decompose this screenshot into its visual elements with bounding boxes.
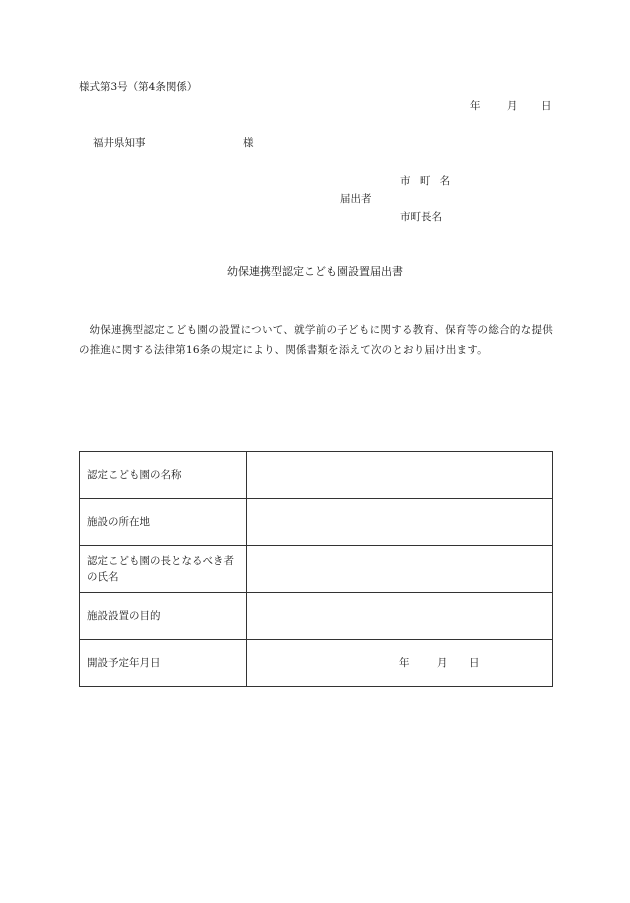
addressee-governor: 福井県知事	[93, 137, 146, 149]
submitter-label: 届出者	[340, 193, 372, 205]
body-text: 幼保連携型認定こども園の設置について、就学前の子どもに関する教育、保育等の総合的な提供の推進に関する法律第16条の規定により、関係書類を添えて次のとおり届け出ます。	[79, 324, 553, 356]
table-row	[80, 640, 553, 687]
field-location[interactable]	[247, 499, 553, 546]
submitter-mayor-label: 市町長名	[400, 211, 442, 223]
table-row	[80, 452, 553, 499]
submitter-city-label: 市 町 名	[400, 175, 454, 187]
application-table	[79, 451, 553, 687]
opening-month-label: 月	[437, 657, 448, 669]
row-label-purpose: 施設設置の目的	[80, 593, 247, 640]
row-label-location: 施設の所在地	[80, 499, 247, 546]
field-purpose[interactable]	[247, 593, 553, 640]
form-number: 様式第3号（第4条関係）	[79, 81, 198, 93]
row-label-opening-date: 開設予定年月日	[80, 640, 247, 687]
field-opening-date[interactable]	[247, 640, 553, 687]
table-row	[80, 499, 553, 546]
date-day-label: 日	[541, 100, 552, 112]
row-label-facility-name: 認定こども園の名称	[80, 452, 247, 499]
document-title: 幼保連携型認定こども園設置届出書	[227, 265, 403, 278]
table-row	[80, 593, 553, 640]
table-row	[80, 546, 553, 593]
addressee-honorific: 様	[243, 137, 254, 149]
field-facility-name[interactable]	[247, 452, 553, 499]
opening-year-label: 年	[399, 657, 410, 669]
field-director-name[interactable]	[247, 546, 553, 593]
date-year-label: 年	[470, 100, 481, 112]
row-label-director-name: 認定こども園の長となるべき者の氏名	[80, 546, 247, 593]
date-month-label: 月	[507, 100, 518, 112]
opening-day-label: 日	[469, 657, 480, 669]
